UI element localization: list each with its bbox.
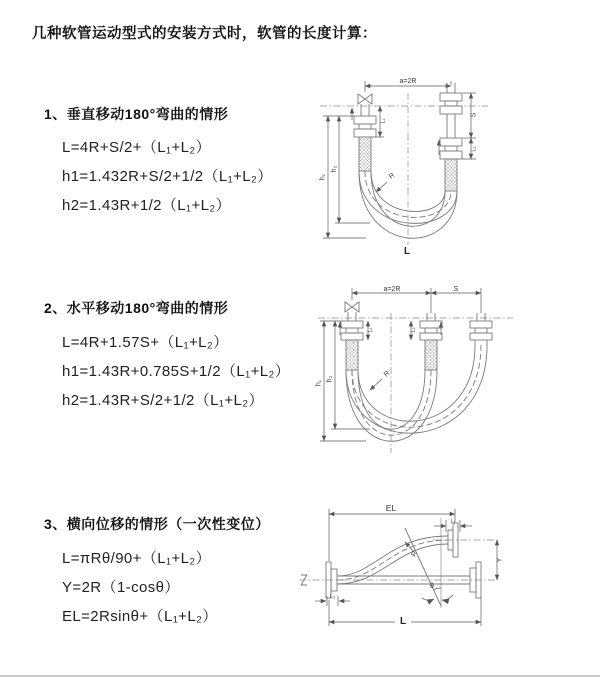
diagram-lateral-displacement	[293, 500, 598, 645]
left-fitting	[341, 321, 363, 370]
braid-section	[445, 159, 457, 191]
dim-label-l1: L₁	[450, 519, 456, 525]
section-2-formulas	[62, 328, 290, 415]
section-2-heading: 2、水平移动180°弯曲的情形	[44, 300, 229, 316]
length-label: L	[399, 616, 407, 627]
valve-icon	[358, 94, 372, 116]
dim-label-a2r: a=2R	[399, 78, 417, 85]
right-fittings	[440, 83, 462, 191]
formula-line: EL=2Rsinθ+（L₁+L₂）	[62, 608, 218, 625]
formula-line: h2=1.43R+S/2+1/2（L₁+L₂）	[62, 392, 264, 409]
diagram-horizontal-180-bend	[308, 283, 593, 463]
radius-label: R	[387, 171, 397, 181]
formula-line: L=πRθ/90+（L₁+L₂）	[62, 550, 211, 567]
braid-section	[425, 340, 437, 370]
dim-label-l2: L₂	[410, 327, 417, 333]
length-label: L	[404, 246, 411, 257]
radius-label: R	[382, 369, 392, 379]
displaced-hose	[337, 523, 458, 584]
radius-label: R	[410, 550, 419, 558]
formula-line: Y=2R（1-cosθ）	[62, 579, 180, 596]
angle-label: θ	[430, 583, 434, 590]
formula-line: h2=1.43R+1/2（L₁+L₂）	[62, 197, 232, 214]
formula-line: L=4R+1.57S+（L₁+L₂）	[62, 334, 229, 351]
braid-section	[359, 137, 371, 171]
dim-label-h2: h₂	[326, 375, 334, 383]
dim-label-h1: h₁	[319, 173, 327, 181]
section-1-heading: 1、垂直移动180°弯曲的情形	[44, 106, 229, 122]
section-3-heading: 3、横向位移的情形（一次性变位）	[44, 516, 270, 532]
dim-label-h2: h₂	[331, 165, 338, 173]
formula-line: h1=1.432R+S/2+1/2（L₁+L₂）	[62, 168, 273, 185]
dim-label-s: S	[470, 112, 478, 118]
diagram-vertical-180-bend	[308, 73, 593, 258]
hose-curves	[346, 345, 487, 441]
formula-line: h1=1.43R+0.785S+1/2（L₁+L₂）	[62, 363, 291, 380]
braid-section	[346, 340, 358, 370]
dimensions	[315, 509, 497, 626]
section-1-formulas	[62, 133, 273, 220]
dimensions	[320, 288, 481, 441]
section-3-formulas	[62, 544, 218, 631]
dim-label-h1: h₁	[315, 379, 323, 387]
formula-line: L=4R+S/2+（L₁+L₂）	[62, 139, 212, 156]
dim-label-y: Y	[496, 557, 504, 563]
dim-label-l2: L₂	[471, 146, 478, 152]
dim-label-el: EL	[385, 503, 397, 513]
dim-label-l2: L₂	[329, 594, 336, 600]
dim-label-s: S	[453, 286, 459, 293]
dim-label-l1: L₁	[380, 118, 387, 124]
dim-label-a2r: a=2R	[383, 286, 401, 293]
middle-fitting	[420, 313, 442, 370]
page-title: 几种软管运动型式的安装方式时，软管的长度计算：	[32, 26, 377, 42]
dim-label-l1: L₁	[367, 327, 374, 333]
left-fitting	[354, 116, 376, 171]
